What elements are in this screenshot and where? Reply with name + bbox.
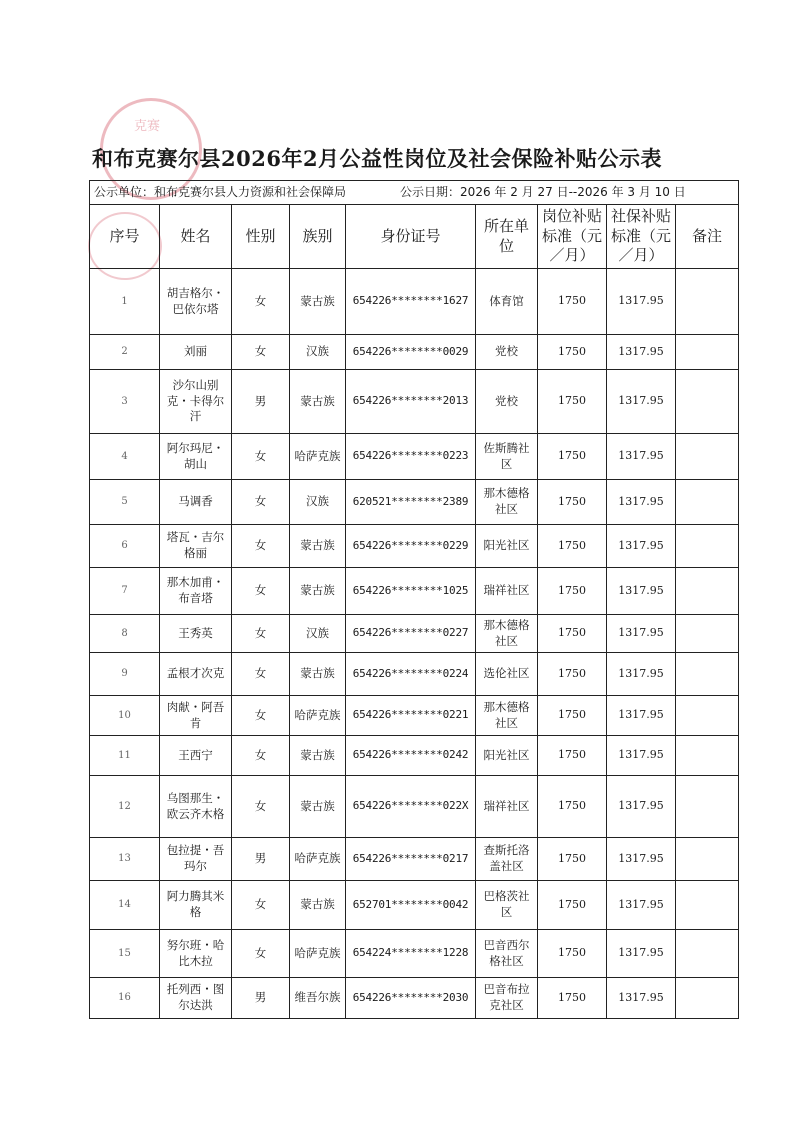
row-insurance-subsidy: 1317.95 [607,568,676,615]
row-workplace: 阳光社区 [476,736,538,776]
row-index: 11 [90,736,160,776]
table-row [90,930,739,978]
row-insurance-subsidy: 1317.95 [607,736,676,776]
table-row [90,434,739,480]
row-gender: 男 [232,838,290,881]
row-id-number: 654226********0029 [346,335,476,370]
row-gender: 女 [232,653,290,696]
row-name: 托列西・图尔达洪 [160,978,232,1019]
row-index: 7 [90,568,160,615]
table-row [90,269,739,335]
row-id-number: 654226********0221 [346,696,476,736]
header-ethnicity: 族别 [290,205,346,269]
table-row [90,370,739,434]
row-ethnicity: 维吾尔族 [290,978,346,1019]
row-remarks [676,776,739,838]
header-workplace: 所在单位 [476,205,538,269]
row-index: 6 [90,525,160,568]
row-insurance-subsidy: 1317.95 [607,525,676,568]
header-gender: 性别 [232,205,290,269]
row-workplace: 瑞祥社区 [476,568,538,615]
row-name: 乌图那生・欧云齐木格 [160,776,232,838]
table-row [90,653,739,696]
table-header-row [90,205,739,269]
row-gender: 女 [232,615,290,653]
row-name: 孟根才次克 [160,653,232,696]
row-name: 阿力腾其米格 [160,881,232,930]
unit-value: 和布克赛尔县人力资源和社会保障局 [154,185,347,200]
row-ethnicity: 哈萨克族 [290,696,346,736]
row-post-subsidy: 1750 [538,568,607,615]
row-gender: 女 [232,881,290,930]
row-ethnicity: 蒙古族 [290,568,346,615]
row-workplace: 体育馆 [476,269,538,335]
row-index: 5 [90,480,160,525]
row-workplace: 那木德格社区 [476,480,538,525]
row-workplace: 阳光社区 [476,525,538,568]
row-index: 9 [90,653,160,696]
row-ethnicity: 哈萨克族 [290,930,346,978]
row-workplace: 巴音西尔格社区 [476,930,538,978]
table-row [90,696,739,736]
header-insurance-subsidy: 社保补贴标准（元／月） [607,205,676,269]
row-workplace: 瑞祥社区 [476,776,538,838]
row-name: 那木加甫・布音塔 [160,568,232,615]
row-post-subsidy: 1750 [538,930,607,978]
row-post-subsidy: 1750 [538,696,607,736]
row-ethnicity: 哈萨克族 [290,838,346,881]
header-remarks: 备注 [676,205,739,269]
row-remarks [676,370,739,434]
row-post-subsidy: 1750 [538,838,607,881]
row-insurance-subsidy: 1317.95 [607,434,676,480]
row-index: 3 [90,370,160,434]
row-gender: 女 [232,930,290,978]
row-workplace: 巴格茨社区 [476,881,538,930]
row-name: 王西宁 [160,736,232,776]
row-post-subsidy: 1750 [538,480,607,525]
row-post-subsidy: 1750 [538,335,607,370]
row-workplace: 查斯托洛盖社区 [476,838,538,881]
table-row [90,736,739,776]
table-row [90,525,739,568]
row-remarks [676,930,739,978]
row-index: 15 [90,930,160,978]
date-label: 公示日期： [400,185,461,200]
row-post-subsidy: 1750 [538,615,607,653]
page-title: 和布克赛尔县2026年2月公益性岗位及社会保险补贴公示表 [92,146,663,171]
row-insurance-subsidy: 1317.95 [607,480,676,525]
subsidy-table [89,180,739,1019]
row-remarks [676,568,739,615]
row-insurance-subsidy: 1317.95 [607,881,676,930]
row-gender: 男 [232,370,290,434]
row-index: 16 [90,978,160,1019]
row-post-subsidy: 1750 [538,525,607,568]
row-insurance-subsidy: 1317.95 [607,978,676,1019]
row-remarks [676,978,739,1019]
row-name: 努尔班・哈比木拉 [160,930,232,978]
row-id-number: 654226********0217 [346,838,476,881]
row-id-number: 620521********2389 [346,480,476,525]
row-remarks [676,525,739,568]
row-insurance-subsidy: 1317.95 [607,930,676,978]
row-post-subsidy: 1750 [538,881,607,930]
row-index: 13 [90,838,160,881]
row-index: 4 [90,434,160,480]
row-insurance-subsidy: 1317.95 [607,776,676,838]
row-name: 刘丽 [160,335,232,370]
row-index: 8 [90,615,160,653]
row-ethnicity: 汉族 [290,615,346,653]
row-id-number: 654226********2030 [346,978,476,1019]
table-row [90,838,739,881]
row-remarks [676,434,739,480]
table-row [90,881,739,930]
table-row [90,615,739,653]
row-remarks [676,615,739,653]
date-value: 2026 年 2 月 27 日--2026 年 3 月 10 日 [460,185,686,200]
row-name: 沙尔山别克・卡得尔汗 [160,370,232,434]
row-index: 14 [90,881,160,930]
row-id-number: 654226********0224 [346,653,476,696]
row-remarks [676,881,739,930]
row-gender: 女 [232,736,290,776]
table-row [90,335,739,370]
row-gender: 女 [232,269,290,335]
row-ethnicity: 蒙古族 [290,269,346,335]
row-post-subsidy: 1750 [538,269,607,335]
row-remarks [676,269,739,335]
row-post-subsidy: 1750 [538,736,607,776]
row-ethnicity: 蒙古族 [290,881,346,930]
row-id-number: 654226********022X [346,776,476,838]
row-post-subsidy: 1750 [538,434,607,480]
header-name: 姓名 [160,205,232,269]
row-workplace: 那木德格社区 [476,696,538,736]
row-id-number: 654226********0242 [346,736,476,776]
row-name: 肉献・阿吾肯 [160,696,232,736]
row-ethnicity: 哈萨克族 [290,434,346,480]
row-id-number: 654226********2013 [346,370,476,434]
row-workplace: 那木德格社区 [476,615,538,653]
row-remarks [676,335,739,370]
row-id-number: 654226********0229 [346,525,476,568]
row-insurance-subsidy: 1317.95 [607,696,676,736]
table-row [90,978,739,1019]
unit-label: 公示单位： [94,185,155,200]
row-gender: 女 [232,480,290,525]
row-index: 10 [90,696,160,736]
row-gender: 男 [232,978,290,1019]
row-gender: 女 [232,434,290,480]
row-index: 1 [90,269,160,335]
row-index: 12 [90,776,160,838]
header-index: 序号 [90,205,160,269]
row-post-subsidy: 1750 [538,776,607,838]
row-ethnicity: 蒙古族 [290,653,346,696]
row-post-subsidy: 1750 [538,978,607,1019]
row-workplace: 选伦社区 [476,653,538,696]
row-gender: 女 [232,776,290,838]
row-index: 2 [90,335,160,370]
table-row [90,568,739,615]
row-workplace: 佐斯腾社区 [476,434,538,480]
row-ethnicity: 蒙古族 [290,525,346,568]
row-gender: 女 [232,335,290,370]
row-insurance-subsidy: 1317.95 [607,653,676,696]
row-id-number: 654224********1228 [346,930,476,978]
row-gender: 女 [232,568,290,615]
row-insurance-subsidy: 1317.95 [607,615,676,653]
unit-info-row [90,181,739,205]
row-name: 王秀英 [160,615,232,653]
header-id-number: 身份证号 [346,205,476,269]
row-ethnicity: 蒙古族 [290,776,346,838]
row-id-number: 654226********1627 [346,269,476,335]
row-remarks [676,696,739,736]
row-insurance-subsidy: 1317.95 [607,370,676,434]
table-row [90,776,739,838]
row-id-number: 654226********0223 [346,434,476,480]
row-post-subsidy: 1750 [538,370,607,434]
row-workplace: 巴音布拉克社区 [476,978,538,1019]
row-id-number: 654226********0227 [346,615,476,653]
row-insurance-subsidy: 1317.95 [607,335,676,370]
row-insurance-subsidy: 1317.95 [607,838,676,881]
row-id-number: 654226********1025 [346,568,476,615]
row-gender: 女 [232,696,290,736]
row-id-number: 652701********0042 [346,881,476,930]
row-name: 马调香 [160,480,232,525]
row-name: 包拉提・吾玛尔 [160,838,232,881]
row-ethnicity: 汉族 [290,480,346,525]
row-ethnicity: 汉族 [290,335,346,370]
row-remarks [676,653,739,696]
table-row [90,480,739,525]
row-remarks [676,838,739,881]
row-workplace: 党校 [476,335,538,370]
row-gender: 女 [232,525,290,568]
row-workplace: 党校 [476,370,538,434]
row-insurance-subsidy: 1317.95 [607,269,676,335]
row-ethnicity: 蒙古族 [290,370,346,434]
row-remarks [676,480,739,525]
header-post-subsidy: 岗位补贴标准（元／月） [538,205,607,269]
seal-text: 克赛 [133,119,160,134]
row-name: 塔瓦・吉尔格丽 [160,525,232,568]
row-name: 胡吉格尔・巴依尔塔 [160,269,232,335]
row-ethnicity: 蒙古族 [290,736,346,776]
row-post-subsidy: 1750 [538,653,607,696]
row-name: 阿尔玛尼・胡山 [160,434,232,480]
row-remarks [676,736,739,776]
